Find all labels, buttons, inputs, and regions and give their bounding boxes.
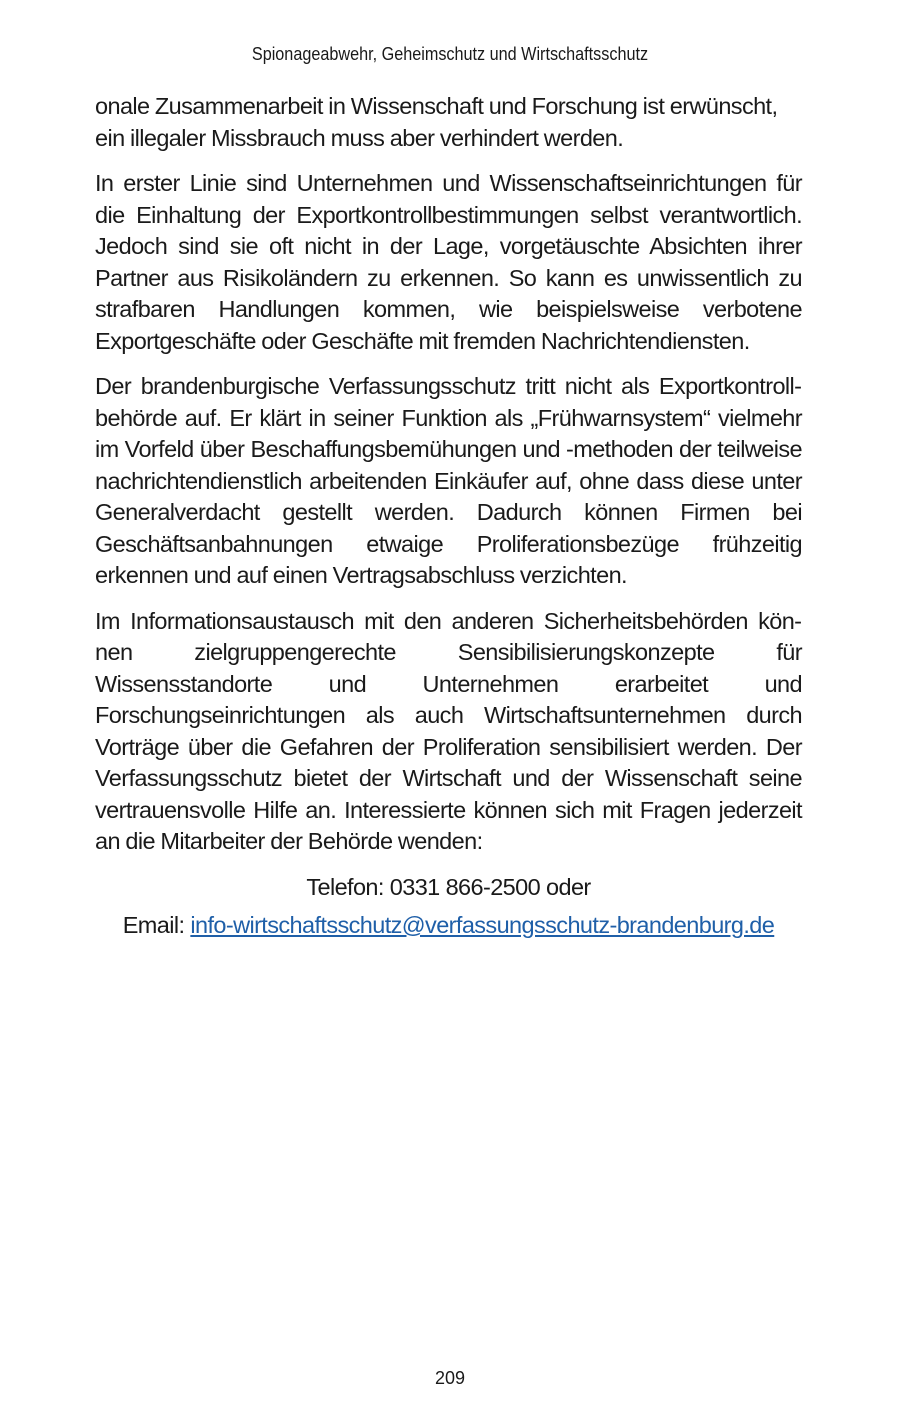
paragraph-early-warning: Der brandenburgische Verfassungsschutz tritt nicht als Exportkontrollbehörde auf. Er klärt in seiner Funktion als „Frühwarnsystem“ vielmehr im Vorfeld über Beschaffungsbemühungen und -methoden der teilweise nachrichtendienstlich arbeitenden Einkäufer auf, ohne dass diese unter Generalverdacht gestellt werden. Dadurch können Firmen bei Geschäftsanbahnungen etwaige Proliferationsbezüge frühzeitig erkennen und auf einen Vertragsabschluss verzichten.: [95, 373, 802, 588]
paragraph-responsibility: In erster Linie sind Unternehmen und Wissenschaftseinrichtungen für die Einhaltung der Exportkontrollbestimmungen selbst verantwortlich. Jedoch sind sie oft nicht in der Lage, vorgetäuschte Absichten ihrer Partner aus Risikoländern zu erkennen. So kann es unwissentlich zu strafbaren Handlungen kommen, wie beispielsweise verbotene Exportgeschäfte oder Geschäfte mit fremden Nachrichtendiensten.: [95, 170, 802, 354]
contact-email-link[interactable]: info-wirtschaftsschutz@verfassungsschutz-brandenburg.de: [190, 912, 775, 938]
contact-phone: Telefon: 0331 866-2500 oder: [306, 873, 591, 900]
contact-email-label: Email:: [122, 912, 191, 938]
contact-email-line: [95, 910, 802, 942]
page-body: [95, 91, 802, 942]
paragraph-information-exchange: Im Informationsaustausch mit den anderen Sicherheitsbehörden können zielgruppengerechte Sensibilisierungskonzepte für Wissensstandorte und Unternehmen erarbeitet und Forschungseinrichtungen als auch Wirtschaftsunternehmen durch Vorträge über die Gefahren der Proliferation sensibilisiert werden. Der Verfassungsschutz bietet der Wirtschaft und der Wissenschaft seine vertrauensvolle Hilfe an. Interessierte können sich mit Fragen jederzeit an die Mitarbeiter der Behörde wenden:: [95, 607, 802, 854]
page-number: 209: [434, 1368, 466, 1388]
running-header: Spionageabwehr, Geheimschutz und Wirtschaftsschutz: [251, 44, 649, 64]
paragraph-continuation: onale Zusammenarbeit in Wissenschaft und Forschung ist erwünscht, ein illegaler Missbrauch muss aber verhindert werden.: [95, 93, 778, 151]
